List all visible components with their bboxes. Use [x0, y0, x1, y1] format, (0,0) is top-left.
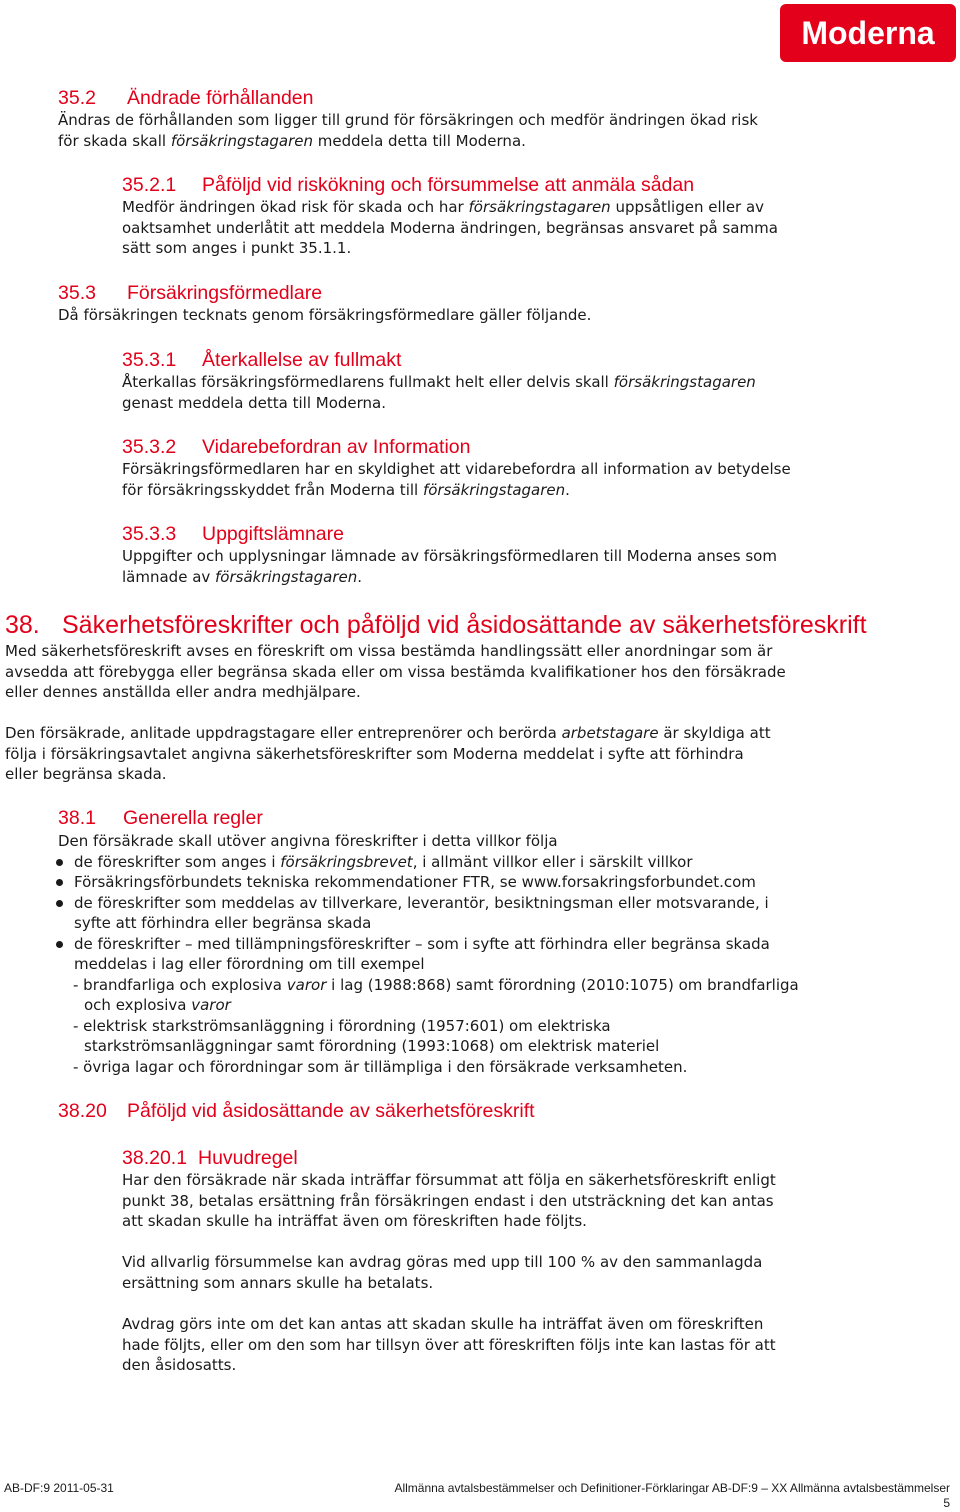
- section-title: Uppgiftslämnare: [202, 523, 344, 545]
- section-number: 35.2.1: [122, 174, 177, 196]
- text-line: sätt som anges i punkt 35.1.1.: [122, 239, 352, 257]
- footer-doc-id: AB-DF:9 2011-05-31: [4, 1481, 114, 1495]
- text-line: punkt 38, betalas ersättning från försäkringen endast i den utsträckning det kan antas: [122, 1191, 774, 1210]
- paragraph-35-2-1: [122, 197, 778, 259]
- heading-35-3-3: [122, 522, 344, 546]
- paragraph-38-1: [58, 831, 799, 1077]
- text-line: Vid allvarlig försummelse kan avdrag göras med upp till 100 % av den sammanlagda: [122, 1253, 763, 1271]
- text-line: Har den försäkrade när skada inträffar försummat att följa en säkerhetsföreskrift enligt: [122, 1171, 776, 1189]
- text-line: Uppgifter och upplysningar lämnade av försäkringsförmedlaren till Moderna anses som: [122, 547, 777, 565]
- text-line: oaktsamhet underlåtit att meddela Moderna ändringen, begränsas ansvaret på samma: [122, 218, 778, 237]
- paragraph-38-20-1-a: [122, 1170, 776, 1232]
- text-line: eller begränsa skada.: [5, 765, 167, 783]
- paragraph-38-a: [5, 641, 786, 703]
- text-line: eller dennes anställda eller andra medhjälpare.: [5, 683, 361, 701]
- paragraph-38-20-1-b: [122, 1252, 762, 1293]
- section-title: Påföljd vid åsidosättande av säkerhetsföreskrift: [127, 1100, 535, 1122]
- text-line: den åsidosatts.: [122, 1356, 237, 1374]
- list-item: de föreskrifter som meddelas av tillverkare, leverantör, besiktningsman eller motsvarande, i syfte att förhindra eller begränsa skada: [58, 893, 799, 934]
- section-title: Vidarebefordran av Information: [202, 436, 471, 458]
- section-number: 35.3.2: [122, 436, 177, 458]
- text-line: följa i försäkringsavtalet angivna säkerhetsföreskrifter som Moderna meddelat i syfte att förhindra: [5, 744, 744, 763]
- text-line: att skadan skulle ha inträffat även om föreskriften hade följts.: [122, 1212, 587, 1230]
- heading-38-1: [58, 806, 263, 830]
- section-number: 35.3: [58, 282, 96, 304]
- text-line: genast meddela detta till Moderna.: [122, 393, 387, 412]
- text-line: avsedda att förebygga eller begränsa skada eller om vissa bestämda kvalifikationer hos den försäkrade: [5, 662, 786, 681]
- text-line: lämnade av försäkringstagaren.: [122, 567, 362, 586]
- text-line: Återkallas försäkringsförmedlarens fullmakt helt eller delvis skall försäkringstagaren: [122, 373, 756, 391]
- text-line: för skada skall försäkringstagaren meddela detta till Moderna.: [58, 131, 526, 150]
- text-line: Medför ändringen ökad risk för skada och har försäkringstagaren uppsåtligen eller av: [122, 198, 765, 216]
- section-number: 35.3.3: [122, 523, 177, 545]
- list-item: - elektrisk starkströmsanläggning i förordning (1957:601) om elektriska: [73, 1016, 611, 1035]
- dash-list: [58, 975, 799, 1078]
- text-line: Den försäkrade skall utöver angivna föreskrifter i detta villkor följa: [58, 832, 558, 850]
- list-item: - övriga lagar och förordningar som är tillämpliga i den försäkrade verksamheten.: [73, 1057, 688, 1076]
- heading-38-20: [58, 1099, 535, 1123]
- heading-35-2: [58, 86, 313, 110]
- page-number: 5: [943, 1496, 950, 1510]
- footer-doc-title: Allmänna avtalsbestämmelser och Definitioner-Förklaringar AB-DF:9 – XX Allmänna avtalsbestämmelser: [394, 1481, 950, 1495]
- text-line: Den försäkrade, anlitade uppdragstagare eller entreprenörer och berörda arbetstagare är skyldiga att: [5, 724, 771, 742]
- paragraph-38-20-1-c: [122, 1314, 776, 1376]
- section-number: 38.20: [58, 1100, 107, 1122]
- text-line: hade följts, eller om den som har tillsyn över att föreskriften följs inte kan lastas för att: [122, 1335, 776, 1354]
- section-number: 38.: [5, 611, 40, 639]
- section-title: Försäkringsförmedlare: [127, 282, 323, 304]
- text-line: Då försäkringen tecknats genom försäkringsförmedlare gäller följande.: [58, 306, 592, 324]
- text-line: för försäkringsskyddet från Moderna till försäkringstagaren.: [122, 480, 570, 499]
- section-title: Påföljd vid riskökning och försummelse att anmäla sådan: [202, 174, 695, 196]
- section-number: 38.20.1: [122, 1147, 188, 1169]
- bullet-list: [58, 852, 799, 975]
- section-title: Generella regler: [123, 807, 263, 829]
- bullet-icon: [56, 900, 63, 907]
- section-title: Säkerhetsföreskrifter och påföljd vid åsidosättande av säkerhetsföreskrift: [62, 611, 867, 639]
- paragraph-38-b: [5, 723, 771, 785]
- moderna-logo: Moderna: [780, 4, 956, 62]
- paragraph-35-3-3: [122, 546, 777, 587]
- paragraph-35-3-1: [122, 372, 756, 413]
- section-title: Ändrade förhållanden: [127, 87, 314, 109]
- text-line: Försäkringsförmedlaren har en skyldighet att vidarebefordra all information av betydelse: [122, 460, 791, 478]
- paragraph-35-2: [58, 110, 758, 151]
- list-item: - brandfarliga och explosiva varor i lag (1988:868) samt förordning (2010:1075) om brandfarliga: [73, 975, 799, 994]
- section-title: Huvudregel: [198, 1147, 298, 1169]
- bullet-icon: [56, 859, 63, 866]
- section-title: Återkallelse av fullmakt: [202, 349, 402, 371]
- paragraph-35-3: [58, 305, 591, 326]
- section-number: 38.1: [58, 807, 96, 829]
- paragraph-35-3-2: [122, 459, 791, 500]
- bullet-icon: [56, 941, 63, 948]
- bullet-icon: [56, 879, 63, 886]
- section-number: 35.3.1: [122, 349, 177, 371]
- text-line: ersättning som annars skulle ha betalats.: [122, 1273, 434, 1292]
- list-item: de föreskrifter – med tillämpningsföreskrifter – som i syfte att förhindra eller begränsa skada meddelas i lag eller förordning om till exempel: [58, 934, 799, 975]
- list-item-continuation: starkströmsanläggningar samt förordning (1993:1068) om elektrisk materiel: [84, 1037, 660, 1055]
- heading-35-3-2: [122, 435, 470, 459]
- heading-35-2-1: [122, 173, 694, 197]
- heading-35-3-1: [122, 348, 401, 372]
- text-line: Avdrag görs inte om det kan antas att skadan skulle ha inträffat även om föreskriften: [122, 1315, 764, 1333]
- text-line: Ändras de förhållanden som ligger till grund för försäkringen och medför ändringen ökad risk: [58, 111, 758, 129]
- heading-38: [5, 610, 867, 640]
- list-item-continuation: och explosiva varor: [84, 996, 231, 1014]
- heading-35-3: [58, 281, 322, 305]
- list-item: de föreskrifter som anges i försäkringsbrevet, i allmänt villkor eller i särskilt villkor: [58, 852, 799, 873]
- list-item: Försäkringsförbundets tekniska rekommendationer FTR, se www.forsakringsforbundet.com: [58, 872, 799, 893]
- text-line: Med säkerhetsföreskrift avses en föreskrift om vissa bestämda handlingssätt eller anordningar som är: [5, 642, 773, 660]
- heading-38-20-1: [122, 1146, 298, 1170]
- section-number: 35.2: [58, 87, 96, 109]
